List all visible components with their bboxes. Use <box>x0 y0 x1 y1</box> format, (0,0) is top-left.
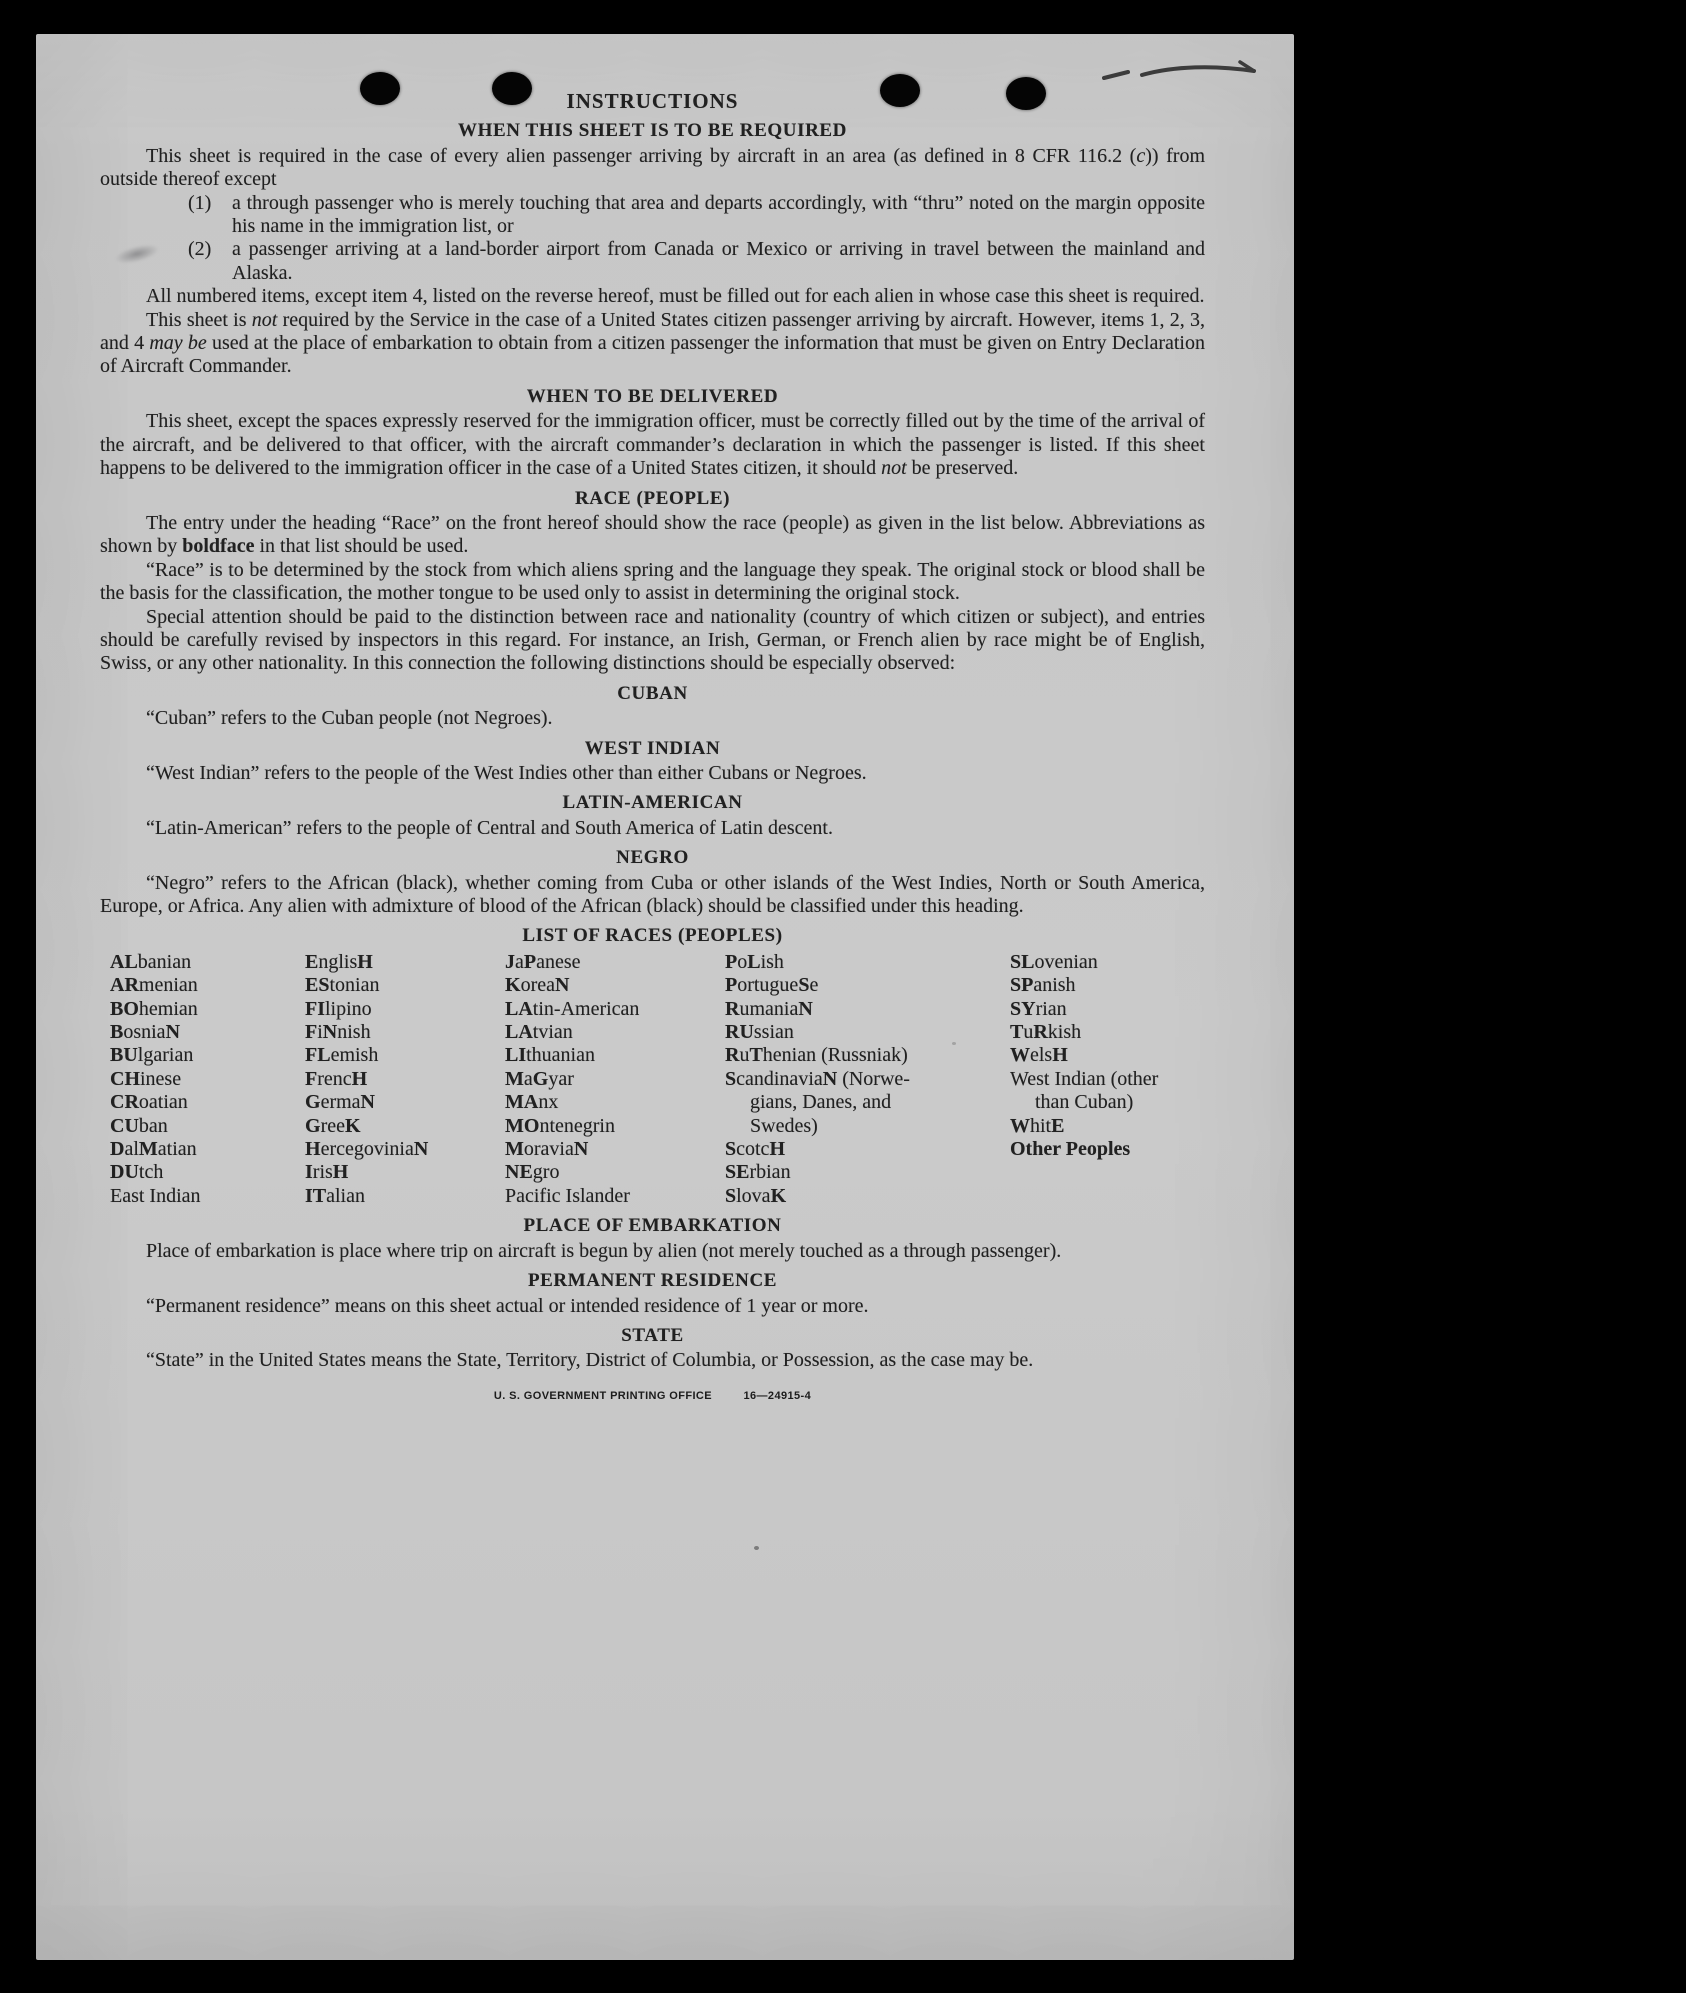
section-heading-delivered: WHEN TO BE DELIVERED <box>526 385 779 407</box>
race-item: SErbian <box>725 1161 791 1184</box>
race-item: KoreaN <box>505 974 570 997</box>
race-item: SLovenian <box>1010 950 1098 973</box>
race-item: RumaniaN <box>725 997 813 1020</box>
race-item: ARmenian <box>110 974 198 997</box>
paragraph-required-citizen: This sheet is not required by the Service in the case of a United States citizen passenger arriving by aircraft. However, items 1, 2, 3, and 4 may be used at the place of embarkation to obtain from a citizen passenger the information that must be given on Entry Declaration of Aircraft Commander. <box>100 308 1205 378</box>
race-item: EStonian <box>305 974 380 997</box>
races-column-3 <box>505 951 725 1208</box>
paper-sheet <box>36 34 1294 1960</box>
race-item: gians, Danes, and <box>725 1091 892 1114</box>
race-item: HercegoviniaN <box>305 1138 429 1161</box>
document-content <box>100 90 1205 1408</box>
race-item: GreeK <box>305 1114 361 1137</box>
paragraph-negro: “Negro” refers to the African (black), whether coming from Cuba or other islands of the West Indies, North or South America, Europe, or Africa. Any alien with admixture of blood of the African (black) should be classified under this heading. <box>100 871 1205 917</box>
item-text: a passenger arriving at a land-border airport from Canada or Mexico or arriving in travel between the mainland and Alaska. <box>232 238 1205 284</box>
race-item: IrisH <box>305 1161 349 1184</box>
paragraph-state: “State” in the United States means the State, Territory, District of Columbia, or Possession, as the case may be. <box>146 1349 1034 1372</box>
race-item: MaGyar <box>505 1067 574 1090</box>
race-item: MoraviaN <box>505 1138 589 1161</box>
item-number: (1) <box>188 191 212 214</box>
paragraph-race-stock: “Race” is to be determined by the stock from which aliens spring and the language they speak. The original stock or blood shall be the basis for the classification, the mother tongue to be used only to assist in determining the original stock. <box>100 558 1205 605</box>
paragraph-latin-american: “Latin-American” refers to the people of Central and South America of Latin descent. <box>146 816 833 839</box>
race-item: SYrian <box>1010 997 1067 1020</box>
race-item: than Cuban) <box>1010 1091 1134 1114</box>
race-item: WelsH <box>1010 1044 1068 1067</box>
race-item: CUban <box>110 1114 168 1137</box>
race-item: CHinese <box>110 1067 182 1090</box>
race-item: JaPanese <box>505 950 581 973</box>
form-number: 16—24915-4 <box>743 1389 812 1402</box>
race-item: RUssian <box>725 1021 794 1044</box>
paragraph-west-indian: “West Indian” refers to the people of the West Indies other than either Cubans or Negroes. <box>146 761 867 784</box>
race-item: SPanish <box>1010 974 1076 997</box>
race-item: BOhemian <box>110 997 198 1020</box>
race-item: FiNnish <box>305 1021 371 1044</box>
races-column-1 <box>110 951 305 1208</box>
race-item: FLemish <box>305 1044 379 1067</box>
race-item: BUlgarian <box>110 1044 194 1067</box>
section-heading-races-list: LIST OF RACES (PEOPLES) <box>522 925 783 947</box>
section-heading-embarkation: PLACE OF EMBARKATION <box>523 1215 782 1237</box>
paragraph-cuban: “Cuban” refers to the Cuban people (not Negroes). <box>146 707 553 730</box>
race-item: EnglisH <box>305 950 373 973</box>
paragraph-race-nationality: Special attention should be paid to the distinction between race and nationality (country of which citizen or subject), and entries should be carefully revised by inspectors in this regard. For instance, an Irish, German, or French alien by race might be of English, Swiss, or any other nationality. In this connection the following distinctions should be especially observed: <box>100 605 1205 675</box>
race-item: Other Peoples <box>1010 1138 1131 1161</box>
races-column-5 <box>1010 951 1205 1208</box>
race-item: GermaN <box>305 1091 375 1114</box>
race-item: TuRkish <box>1010 1021 1082 1044</box>
race-item: CRoatian <box>110 1091 188 1114</box>
race-item: WhitE <box>1010 1114 1065 1137</box>
race-item: NEgro <box>505 1161 560 1184</box>
numbered-item-2 <box>100 238 1205 285</box>
races-columns <box>100 951 1205 1208</box>
document-title: INSTRUCTIONS <box>566 89 739 113</box>
paragraph-required-intro: This sheet is required in the case of every alien passenger arriving by aircraft in an area (as defined in 8 CFR 116.2 (c)) from outside thereof except <box>100 144 1206 191</box>
race-item: FIlipino <box>305 997 372 1020</box>
paragraph-race-entry: The entry under the heading “Race” on the front hereof should show the race (people) as given in the list below. Abbreviations as shown by boldface in that list should be used. <box>100 511 1205 558</box>
paragraph-delivered: This sheet, except the spaces expressly reserved for the immigration officer, must be correctly filled out by the time of the arrival of the aircraft, and be delivered to that officer, with the aircraft commander’s declaration in which the passenger is listed. If this sheet happens to be delivered to the immigration officer in the case of a United States citizen, it should not be preserved. <box>100 410 1205 480</box>
section-heading-state: STATE <box>621 1324 684 1346</box>
race-item: RuThenian (Russniak) <box>725 1044 908 1067</box>
printing-office-label: U. S. GOVERNMENT PRINTING OFFICE <box>493 1389 713 1402</box>
race-item: MOntenegrin <box>505 1114 615 1137</box>
section-heading-negro: NEGRO <box>616 847 689 869</box>
races-column-2 <box>305 951 505 1208</box>
dust-speck <box>754 1546 759 1550</box>
race-item: ScandinaviaN (Norwe- <box>725 1067 910 1090</box>
paragraph-residence: “Permanent residence” means on this sheet actual or intended residence of 1 year or more. <box>146 1294 869 1317</box>
paragraph-required-items: All numbered items, except item 4, listed on the reverse hereof, must be filled out for each alien in whose case this sheet is required. <box>146 285 1205 308</box>
race-item: LAtin-American <box>505 997 640 1020</box>
race-item: LIthuanian <box>505 1044 595 1067</box>
section-heading-residence: PERMANENT RESIDENCE <box>527 1270 778 1292</box>
race-item: Pacific Islander <box>505 1184 630 1207</box>
section-heading-latin-american: LATIN-AMERICAN <box>562 792 743 814</box>
race-item: LAtvian <box>505 1021 573 1044</box>
section-heading-cuban: CUBAN <box>617 682 688 704</box>
race-item: ALbanian <box>110 950 192 973</box>
item-number: (2) <box>188 238 212 261</box>
race-item: Swedes) <box>725 1114 818 1137</box>
race-item: PoLish <box>725 950 784 973</box>
section-heading-race: RACE (PEOPLE) <box>574 487 731 509</box>
races-column-4 <box>725 951 1010 1208</box>
race-item: ITalian <box>305 1184 365 1207</box>
race-item: PortugueSe <box>725 974 819 997</box>
race-item: DalMatian <box>110 1138 197 1161</box>
race-item: SlovaK <box>725 1184 787 1207</box>
item-text: a through passenger who is merely touching that area and departs accordingly, with “thru” noted on the margin opposite his name in the immigration list, or <box>232 191 1205 238</box>
race-item: ScotcH <box>725 1138 785 1161</box>
paragraph-embarkation: Place of embarkation is place where trip on aircraft is begun by alien (not merely touched as a through passenger). <box>146 1239 1062 1262</box>
race-item: DUtch <box>110 1161 164 1184</box>
race-item: FrencH <box>305 1067 368 1090</box>
section-heading-required: WHEN THIS SHEET IS TO BE REQUIRED <box>457 120 848 142</box>
race-item: East Indian <box>110 1184 201 1207</box>
race-item: MAnx <box>505 1091 559 1114</box>
section-heading-west-indian: WEST INDIAN <box>584 737 721 759</box>
numbered-item-1 <box>100 192 1205 239</box>
race-item: West Indian (other <box>1010 1067 1159 1090</box>
footer <box>100 1385 1205 1408</box>
race-item: BosniaN <box>110 1021 181 1044</box>
